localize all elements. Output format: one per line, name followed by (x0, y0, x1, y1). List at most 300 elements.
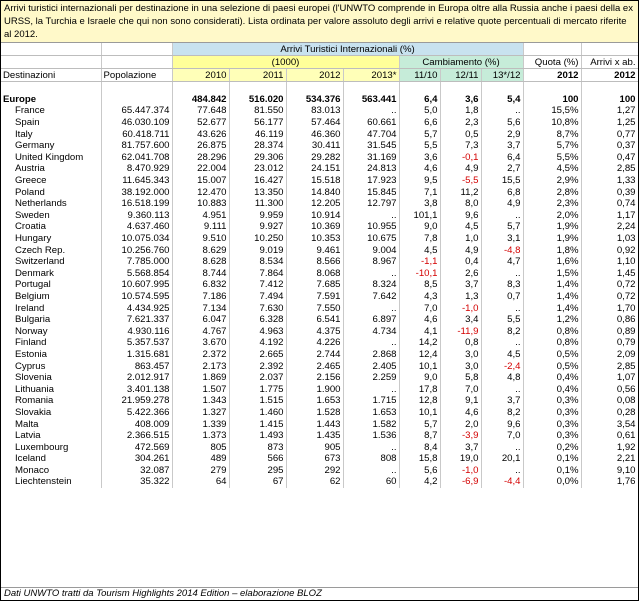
arrivals-per-inhabitant-cell: 0,92 (581, 244, 638, 256)
europe-2010: 484.842 (172, 94, 229, 106)
change-11-10-cell: 8,7 (399, 430, 440, 442)
change-12-11-cell: 11,2 (440, 186, 481, 198)
population-cell: 1.315.681 (101, 349, 172, 361)
change-13-12-cell: 8,2 (481, 325, 523, 337)
destination-cell: Germany (1, 140, 101, 152)
table-row (1, 210, 638, 222)
arrivals-2013-cell: 2.868 (343, 349, 399, 361)
arrivals-per-inhabitant-cell: 0,37 (581, 140, 638, 152)
destination-cell: Monaco (1, 465, 101, 477)
change-12-11-cell: 4,5 (440, 221, 481, 233)
destination-cell: Estonia (1, 349, 101, 361)
arrivals-2010-cell: 8.628 (172, 256, 229, 268)
table-row (1, 325, 638, 337)
arrivals-2011-cell: 1.415 (229, 418, 286, 430)
destination-cell: Cyprus (1, 360, 101, 372)
arrivals-2012-cell: 12.205 (286, 198, 343, 210)
destination-cell: Latvia (1, 430, 101, 442)
change-13-12-cell: .. (481, 105, 523, 117)
arrivals-2012-cell: 57.464 (286, 117, 343, 129)
arrivals-2011-cell: 81.550 (229, 105, 286, 117)
change-12-11-cell: 3,0 (440, 349, 481, 361)
share-2012-cell: 1,4% (523, 291, 581, 303)
arrivals-2013-cell: 8.967 (343, 256, 399, 268)
change-12-11-cell: 0,4 (440, 256, 481, 268)
arrivals-per-inhabitant-cell: 0,72 (581, 291, 638, 303)
arrivals-2010-cell: 6.832 (172, 279, 229, 291)
change-12-11-cell: 3,0 (440, 360, 481, 372)
arrivals-per-inhabitant-cell: 1,33 (581, 175, 638, 187)
share-2012-cell: 4,5% (523, 163, 581, 175)
destination-cell: Finland (1, 337, 101, 349)
population-cell: 21.959.278 (101, 395, 172, 407)
share-2012-cell: 0,1% (523, 453, 581, 465)
change-12-11-cell: 1,0 (440, 233, 481, 245)
europe-label: Europe (1, 94, 101, 106)
population-cell: 5.357.537 (101, 337, 172, 349)
year-2012-header: 2012 (286, 69, 343, 82)
change-11-10-cell: 9,5 (399, 175, 440, 187)
arrivals-2011-cell: 6.328 (229, 314, 286, 326)
arrivals-2013-cell: .. (343, 302, 399, 314)
thousands-header: (1000) (172, 56, 399, 69)
change-11-10-cell: 4,2 (399, 476, 440, 488)
arrivals-per-inhabitant-cell: 1,45 (581, 268, 638, 280)
change-11-10-cell: 6,6 (399, 117, 440, 129)
change-13-12-cell: 15,5 (481, 175, 523, 187)
arrivals-per-inhabitant-cell: 0,47 (581, 152, 638, 164)
change-12-11-cell: 0,8 (440, 337, 481, 349)
arrivals-per-inhabitant-cell: 0,56 (581, 383, 638, 395)
header-row-1 (1, 43, 638, 56)
table-row (1, 372, 638, 384)
arrivals-2010-cell: 9.510 (172, 233, 229, 245)
population-cell: 4.930.116 (101, 325, 172, 337)
arrivals-2013-cell: 15.845 (343, 186, 399, 198)
arrivals-2012-cell: 29.282 (286, 152, 343, 164)
table-row (1, 128, 638, 140)
arrivals-per-inhabitant-cell: 0,08 (581, 395, 638, 407)
arrivals-2012-cell: 1.443 (286, 418, 343, 430)
arrivals-per-inhabitant-cell: 2,85 (581, 360, 638, 372)
change-13-12-cell: 6,4 (481, 152, 523, 164)
destination-cell: Switzerland (1, 256, 101, 268)
year-2011-header: 2011 (229, 69, 286, 82)
change-11-10-cell: 7,0 (399, 302, 440, 314)
arrivals-2010-cell: 1.339 (172, 418, 229, 430)
arrivals-2013-cell: .. (343, 337, 399, 349)
arrivals-2013-cell: 47.704 (343, 128, 399, 140)
population-cell: 11.645.343 (101, 175, 172, 187)
arrivals-2010-cell: 77.648 (172, 105, 229, 117)
share-2012-cell: 0,3% (523, 407, 581, 419)
population-cell: 38.192.000 (101, 186, 172, 198)
arrivals-2010-cell: 1.343 (172, 395, 229, 407)
change-11-10-cell: 8,5 (399, 279, 440, 291)
europe-change-1: 6,4 (399, 94, 440, 106)
arrivals-2011-cell: 9.927 (229, 221, 286, 233)
arrivals-per-inhabitant-cell: 1,25 (581, 117, 638, 129)
population-cell: 32.087 (101, 465, 172, 477)
header-row-2 (1, 56, 638, 69)
arrivals-2013-cell: 2.259 (343, 372, 399, 384)
change-2-header: 12/11 (440, 69, 481, 82)
change-11-10-cell: 10,1 (399, 407, 440, 419)
arrivals-2013-cell: 1.715 (343, 395, 399, 407)
share-2012-cell: 0,3% (523, 418, 581, 430)
arrivals-2010-cell: 8.744 (172, 268, 229, 280)
arrivals-2012-cell: 2.156 (286, 372, 343, 384)
arrivals-per-inhabitant-cell: 0,79 (581, 337, 638, 349)
population-cell: 304.261 (101, 453, 172, 465)
arrivals-2011-cell: 11.300 (229, 198, 286, 210)
arrivals-2011-cell: 1.460 (229, 407, 286, 419)
population-cell: 2.366.515 (101, 430, 172, 442)
arrivals-2013-cell: 10.955 (343, 221, 399, 233)
arrivals-2012-cell: 7.685 (286, 279, 343, 291)
arrivals-2010-cell: 1.869 (172, 372, 229, 384)
arrivals-2010-cell: 6.047 (172, 314, 229, 326)
change-12-11-cell: 4,9 (440, 163, 481, 175)
population-cell: 10.574.595 (101, 291, 172, 303)
change-13-12-cell: 4,8 (481, 372, 523, 384)
destination-cell: Malta (1, 418, 101, 430)
arrivals-2010-cell: 26.875 (172, 140, 229, 152)
arrivals-2012-cell: 4.226 (286, 337, 343, 349)
destination-cell: Liechtenstein (1, 476, 101, 488)
change-12-11-cell: 3,7 (440, 441, 481, 453)
arrivals-2013-cell: 4.734 (343, 325, 399, 337)
change-13-12-cell: 2,9 (481, 128, 523, 140)
change-11-10-cell: 15,8 (399, 453, 440, 465)
arrivals-2013-cell: 10.675 (343, 233, 399, 245)
share-2012-cell: 0,4% (523, 372, 581, 384)
population-cell: 4.637.460 (101, 221, 172, 233)
population-cell: 10.256.760 (101, 244, 172, 256)
table-row (1, 465, 638, 477)
arrivals-2012-cell: 46.360 (286, 128, 343, 140)
arrivals-2011-cell: 873 (229, 441, 286, 453)
change-12-11-cell: 2,3 (440, 117, 481, 129)
destination-cell: Luxembourg (1, 441, 101, 453)
arrivals-2010-cell: 1.327 (172, 407, 229, 419)
share-2012-cell: 2,9% (523, 175, 581, 187)
table-row (1, 314, 638, 326)
europe-change-3: 5,4 (481, 94, 523, 106)
arrivals-2012-cell: 15.518 (286, 175, 343, 187)
share-2012-cell: 0,8% (523, 337, 581, 349)
destination-cell: Romania (1, 395, 101, 407)
change-11-10-cell: -10,1 (399, 268, 440, 280)
header-row-3 (1, 69, 638, 82)
arrivals-per-inhabitant-cell: 1,17 (581, 210, 638, 222)
change-12-11-cell: 2,0 (440, 418, 481, 430)
share-2012-cell: 1,4% (523, 279, 581, 291)
arrivals-2011-cell: 23.012 (229, 163, 286, 175)
arrivals-2010-cell: 3.670 (172, 337, 229, 349)
arrivals-2011-cell: 1.493 (229, 430, 286, 442)
population-cell: 81.757.600 (101, 140, 172, 152)
change-12-11-cell: -11,9 (440, 325, 481, 337)
change-11-10-cell: 5,7 (399, 128, 440, 140)
per-ab-header: Arrivi x ab. (581, 56, 638, 69)
change-13-12-cell: 7,0 (481, 430, 523, 442)
change-12-11-cell: 1,3 (440, 291, 481, 303)
destination-cell: Poland (1, 186, 101, 198)
arrivals-per-inhabitant-cell: 2,85 (581, 163, 638, 175)
arrivals-per-inhabitant-cell: 1,76 (581, 476, 638, 488)
destination-cell: France (1, 105, 101, 117)
share-2012-cell: 15,5% (523, 105, 581, 117)
population-cell: 5.422.366 (101, 407, 172, 419)
arrivals-2013-cell: 1.582 (343, 418, 399, 430)
arrivals-2013-cell: 8.324 (343, 279, 399, 291)
arrivals-2013-cell: 7.642 (343, 291, 399, 303)
share-2012-cell: 1,9% (523, 233, 581, 245)
arrivals-2013-cell: 12.797 (343, 198, 399, 210)
change-12-11-cell: 19,0 (440, 453, 481, 465)
table-row (1, 337, 638, 349)
change-13-12-cell: 5,5 (481, 314, 523, 326)
population-cell: 9.360.113 (101, 210, 172, 222)
destination-cell: Denmark (1, 268, 101, 280)
destination-cell: Belgium (1, 291, 101, 303)
table-row (1, 163, 638, 175)
arrivals-2012-cell: 62 (286, 476, 343, 488)
table-row (1, 360, 638, 372)
arrivals-2012-cell: 2.465 (286, 360, 343, 372)
group-header: Arrivi Turistici Internazionali (%) (172, 43, 523, 56)
share-2012-cell: 0,8% (523, 325, 581, 337)
arrivals-2012-cell: 10.914 (286, 210, 343, 222)
change-11-10-cell: 7,8 (399, 233, 440, 245)
change-13-12-cell: 8,2 (481, 407, 523, 419)
change-13-12-cell: 5,7 (481, 221, 523, 233)
change-12-11-cell: 2,6 (440, 268, 481, 280)
change-12-11-cell: 4,6 (440, 407, 481, 419)
arrivals-2011-cell: 9.019 (229, 244, 286, 256)
arrivals-2010-cell: 4.951 (172, 210, 229, 222)
share-2012-cell: 0,2% (523, 441, 581, 453)
per-year-header: 2012 (581, 69, 638, 82)
change-11-10-cell: 17,8 (399, 383, 440, 395)
destination-cell: Iceland (1, 453, 101, 465)
share-2012-cell: 1,5% (523, 268, 581, 280)
arrivals-2012-cell: 9.461 (286, 244, 343, 256)
destination-cell: Sweden (1, 210, 101, 222)
arrivals-2010-cell: 52.677 (172, 117, 229, 129)
change-11-10-cell: 5,5 (399, 140, 440, 152)
europe-change-2: 3,6 (440, 94, 481, 106)
source-footer: Dati UNWTO tratti da Tourism Highlights 2014 Edition – elaborazione BLOZ (1, 587, 638, 600)
arrivals-2011-cell: 67 (229, 476, 286, 488)
change-11-10-cell: 9,0 (399, 221, 440, 233)
share-2012-cell: 1,2% (523, 314, 581, 326)
change-13-12-cell: -2,4 (481, 360, 523, 372)
share-2012-cell: 0,3% (523, 395, 581, 407)
change-13-12-cell: .. (481, 337, 523, 349)
share-2012-cell: 2,3% (523, 198, 581, 210)
table-row (1, 302, 638, 314)
arrivals-per-inhabitant-cell: 0,72 (581, 279, 638, 291)
change-12-11-cell: -3,9 (440, 430, 481, 442)
table-row (1, 221, 638, 233)
change-12-11-cell: 0,5 (440, 128, 481, 140)
arrivals-2012-cell: 1.435 (286, 430, 343, 442)
arrivals-2013-cell: .. (343, 105, 399, 117)
table-row (1, 476, 638, 488)
destination-cell: Netherlands (1, 198, 101, 210)
arrivals-per-inhabitant-cell: 0,28 (581, 407, 638, 419)
share-2012-cell: 2,0% (523, 210, 581, 222)
arrivals-2010-cell: 7.186 (172, 291, 229, 303)
arrivals-2011-cell: 28.374 (229, 140, 286, 152)
europe-share: 100 (523, 94, 581, 106)
change-13-12-cell: 3,1 (481, 233, 523, 245)
arrivals-per-inhabitant-cell: 1,27 (581, 105, 638, 117)
population-cell: 35.322 (101, 476, 172, 488)
change-11-10-cell: 5,7 (399, 418, 440, 430)
arrivals-2011-cell: 10.250 (229, 233, 286, 245)
destination-cell: Italy (1, 128, 101, 140)
population-cell: 2.012.917 (101, 372, 172, 384)
arrivals-2013-cell: 60 (343, 476, 399, 488)
country-rows (1, 105, 638, 488)
arrivals-2011-cell: 56.177 (229, 117, 286, 129)
share-2012-cell: 8,7% (523, 128, 581, 140)
arrivals-2011-cell: 29.306 (229, 152, 286, 164)
arrivals-2010-cell: 1.507 (172, 383, 229, 395)
change-12-11-cell: 1,8 (440, 105, 481, 117)
change-13-12-cell: 4,5 (481, 349, 523, 361)
arrivals-per-inhabitant-cell: 1,92 (581, 441, 638, 453)
change-1-header: 11/10 (399, 69, 440, 82)
arrivals-2012-cell: 1.653 (286, 395, 343, 407)
change-11-10-cell: 4,3 (399, 291, 440, 303)
table-row (1, 441, 638, 453)
share-2012-cell: 1,9% (523, 221, 581, 233)
change-11-10-cell: 14,2 (399, 337, 440, 349)
arrivals-table (1, 43, 639, 488)
change-11-10-cell: 5,6 (399, 465, 440, 477)
share-2012-cell: 5,7% (523, 140, 581, 152)
arrivals-2012-cell: 10.369 (286, 221, 343, 233)
table-row (1, 233, 638, 245)
change-13-12-cell: 20,1 (481, 453, 523, 465)
table-row (1, 175, 638, 187)
arrivals-2012-cell: 14.840 (286, 186, 343, 198)
destination-cell: United Kingdom (1, 152, 101, 164)
share-2012-cell: 2,8% (523, 186, 581, 198)
arrivals-2013-cell: .. (343, 268, 399, 280)
change-11-10-cell: 3,8 (399, 198, 440, 210)
destination-cell: Slovenia (1, 372, 101, 384)
change-13-12-cell: 9,6 (481, 418, 523, 430)
change-3-header: 13*/12 (481, 69, 523, 82)
table-row (1, 256, 638, 268)
share-2012-cell: 1,4% (523, 302, 581, 314)
change-13-12-cell: 8,3 (481, 279, 523, 291)
arrivals-2012-cell: 4.375 (286, 325, 343, 337)
arrivals-2012-cell: 673 (286, 453, 343, 465)
change-12-11-cell: 5,8 (440, 372, 481, 384)
change-11-10-cell: 4,1 (399, 325, 440, 337)
arrivals-per-inhabitant-cell: 1,03 (581, 233, 638, 245)
arrivals-2011-cell: 295 (229, 465, 286, 477)
change-13-12-cell: .. (481, 210, 523, 222)
change-12-11-cell: -0,1 (440, 152, 481, 164)
change-11-10-cell: 10,1 (399, 360, 440, 372)
pop-header: Popolazione (101, 69, 172, 82)
arrivals-2013-cell: 2.405 (343, 360, 399, 372)
arrivals-2011-cell: 7.630 (229, 302, 286, 314)
arrivals-2010-cell: 279 (172, 465, 229, 477)
arrivals-2011-cell: 16.427 (229, 175, 286, 187)
population-cell: 16.518.199 (101, 198, 172, 210)
arrivals-2010-cell: 805 (172, 441, 229, 453)
table-row (1, 383, 638, 395)
destination-cell: Spain (1, 117, 101, 129)
change-12-11-cell: 9,1 (440, 395, 481, 407)
arrivals-per-inhabitant-cell: 9,10 (581, 465, 638, 477)
change-13-12-cell: -4,4 (481, 476, 523, 488)
arrivals-2010-cell: 7.134 (172, 302, 229, 314)
arrivals-2011-cell: 7.494 (229, 291, 286, 303)
table-row (1, 395, 638, 407)
year-2010-header: 2010 (172, 69, 229, 82)
dest-header: Destinazioni (1, 69, 101, 82)
table-row (1, 279, 638, 291)
arrivals-2011-cell: 9.959 (229, 210, 286, 222)
population-cell: 472.569 (101, 441, 172, 453)
change-11-10-cell: 9,0 (399, 372, 440, 384)
arrivals-per-inhabitant-cell: 1,07 (581, 372, 638, 384)
share-2012-cell: 0,3% (523, 430, 581, 442)
change-13-12-cell: -4,8 (481, 244, 523, 256)
table-row (1, 105, 638, 117)
destination-cell: Greece (1, 175, 101, 187)
arrivals-2013-cell: 1.653 (343, 407, 399, 419)
change-header: Cambiamento (%) (399, 56, 523, 69)
table-row (1, 198, 638, 210)
population-cell: 8.470.929 (101, 163, 172, 175)
arrivals-2013-cell: .. (343, 210, 399, 222)
arrivals-per-inhabitant-cell: 3,54 (581, 418, 638, 430)
change-12-11-cell: 9,6 (440, 210, 481, 222)
change-11-10-cell: 12,4 (399, 349, 440, 361)
destination-cell: Norway (1, 325, 101, 337)
arrivals-2010-cell: 10.883 (172, 198, 229, 210)
change-13-12-cell: .. (481, 302, 523, 314)
population-cell: 863.457 (101, 360, 172, 372)
population-cell: 10.607.995 (101, 279, 172, 291)
change-13-12-cell: .. (481, 465, 523, 477)
change-13-12-cell: 0,7 (481, 291, 523, 303)
arrivals-2010-cell: 22.004 (172, 163, 229, 175)
arrivals-per-inhabitant-cell: 2,24 (581, 221, 638, 233)
change-13-12-cell: 3,7 (481, 140, 523, 152)
population-cell: 7.785.000 (101, 256, 172, 268)
change-11-10-cell: 3,6 (399, 152, 440, 164)
arrivals-per-inhabitant-cell: 0,61 (581, 430, 638, 442)
change-11-10-cell: 4,6 (399, 314, 440, 326)
europe-row (1, 94, 638, 106)
share-header: Quota (%) (523, 56, 581, 69)
change-12-11-cell: -6,9 (440, 476, 481, 488)
share-2012-cell: 0,1% (523, 465, 581, 477)
spacer-row (1, 82, 638, 94)
arrivals-2011-cell: 566 (229, 453, 286, 465)
